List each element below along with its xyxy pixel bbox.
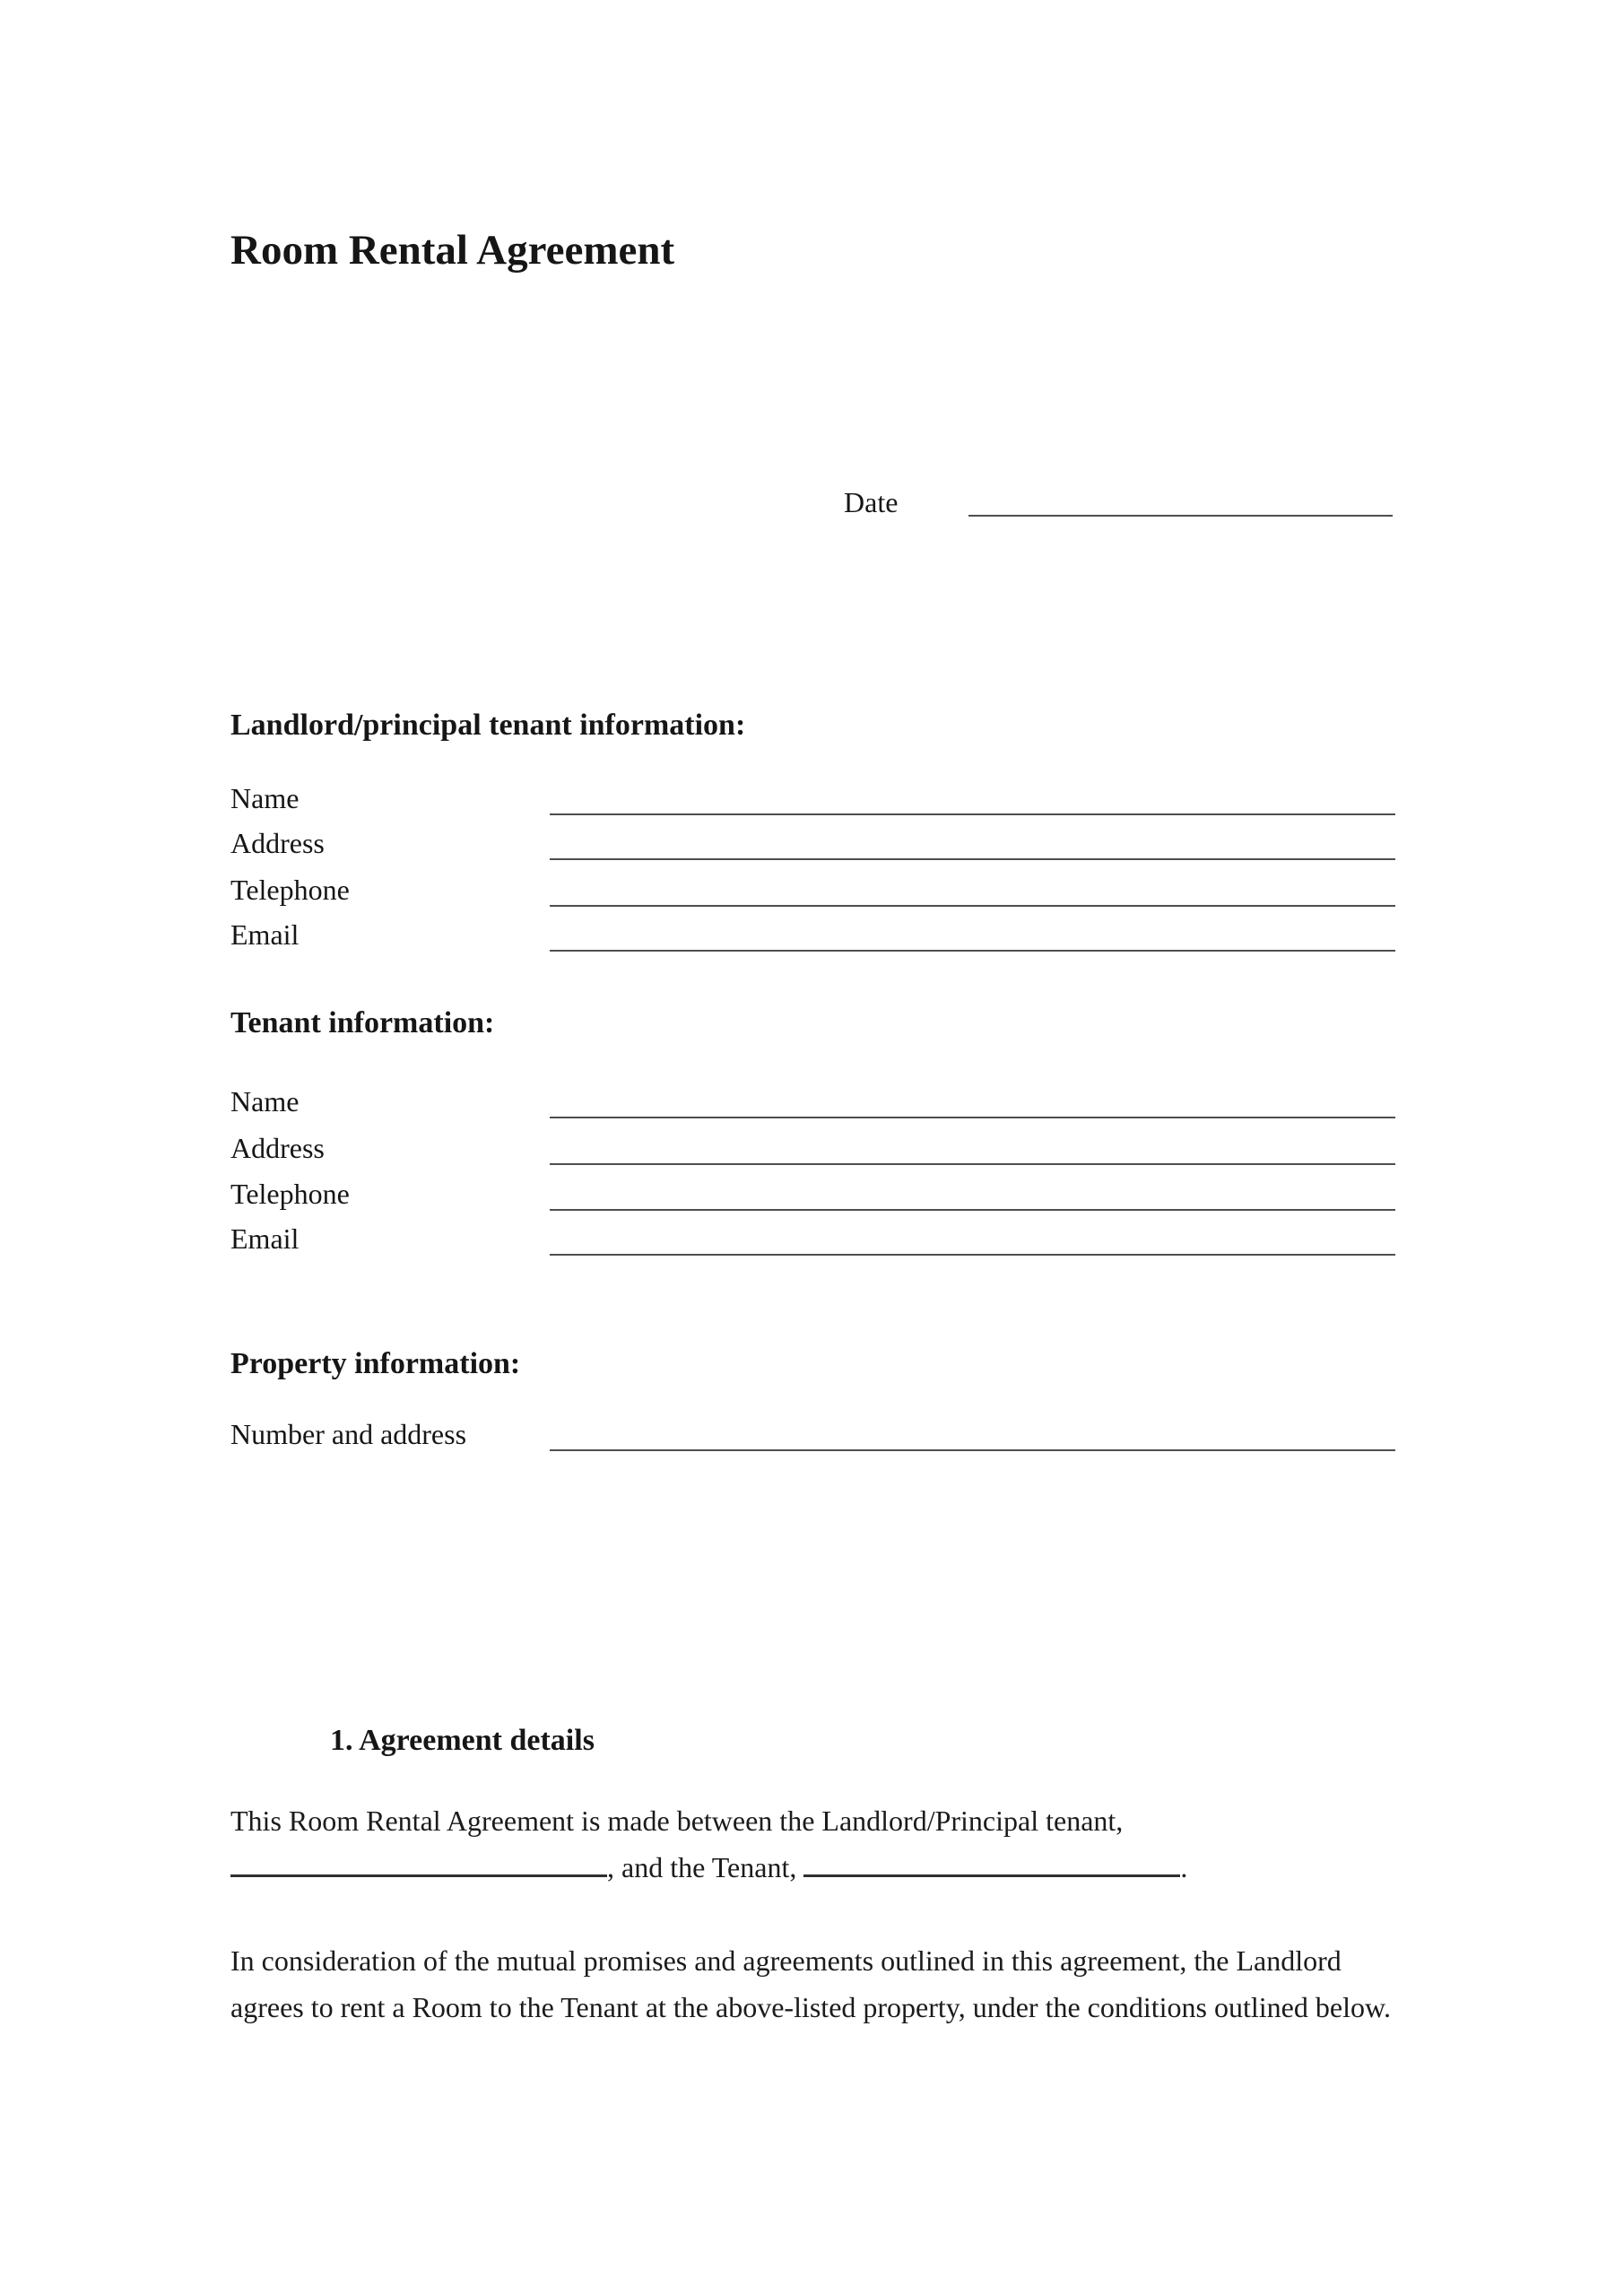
tenant-name-label: Name [230,1085,300,1118]
tenant-email-input-line[interactable] [550,1254,1395,1256]
date-input-line[interactable] [968,515,1393,517]
landlord-name-blank[interactable] [230,1874,607,1877]
tenant-email-label: Email [230,1222,300,1255]
property-number-address-label: Number and address [230,1418,467,1450]
landlord-address-input-line[interactable] [550,858,1395,860]
landlord-telephone-input-line[interactable] [550,905,1395,907]
landlord-telephone-label: Telephone [230,874,350,906]
landlord-email-label: Email [230,918,300,951]
tenant-section-heading: Tenant information: [230,1006,495,1039]
tenant-name-input-line[interactable] [550,1117,1395,1118]
agreement-sentence-part1: This Room Rental Agreement is made between the Landlord/Principal tenant, [230,1805,1124,1837]
property-section-heading: Property information: [230,1347,521,1380]
agreement-paragraph-1 [230,1797,1396,1891]
agreement-sentence-part2: , and the Tenant, [607,1851,797,1883]
landlord-address-label: Address [230,827,325,859]
landlord-email-input-line[interactable] [550,950,1395,952]
property-number-address-input-line[interactable] [550,1449,1395,1451]
agreement-sentence-end: . [1180,1851,1188,1883]
landlord-section-heading: Landlord/principal tenant information: [230,709,746,742]
tenant-address-label: Address [230,1132,325,1164]
tenant-telephone-input-line[interactable] [550,1209,1395,1211]
tenant-address-input-line[interactable] [550,1163,1395,1165]
page-title: Room Rental Agreement [230,227,675,274]
date-label: Date [844,486,899,518]
agreement-details-heading: 1. Agreement details [330,1724,595,1757]
agreement-paragraph-2: In consideration of the mutual promises and agreements outlined in this agreement, the Landlord agrees to rent a Room to the Tenant at the above-listed property, under the conditions outlined below. [230,1944,1391,2023]
landlord-name-label: Name [230,782,300,814]
tenant-name-blank[interactable] [803,1874,1180,1877]
landlord-name-input-line[interactable] [550,813,1395,815]
tenant-telephone-label: Telephone [230,1178,350,1210]
